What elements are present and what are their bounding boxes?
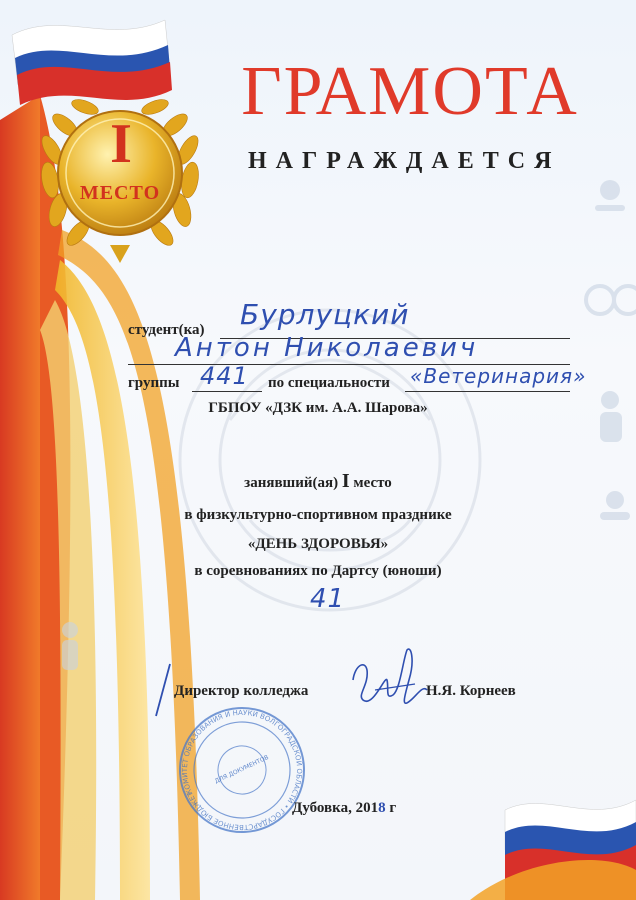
event-line: в физкультурно-спортивном празднике <box>184 507 452 523</box>
place-prefix: занявший(ая) <box>244 475 339 491</box>
student-name: Антон Николаевич <box>175 333 479 363</box>
student-surname: Бурлуцкий <box>240 298 410 331</box>
place-date-prefix: Дубовка, 201 <box>292 800 379 816</box>
director-name: Н.Я. Корнеев <box>426 683 516 699</box>
place-numeral: I <box>341 470 350 492</box>
certificate-subtitle: НАГРАЖДАЕТСЯ <box>248 148 561 174</box>
group-value: 441 <box>200 362 249 390</box>
institution-name: ГБПОУ «ДЗК им. А.А. Шарова» <box>208 400 428 416</box>
medal-label: МЕСТО <box>79 182 161 204</box>
group-line <box>192 391 262 392</box>
student-label: студент(ка) <box>128 322 205 338</box>
event-name: «ДЕНЬ ЗДОРОВЬЯ» <box>247 536 389 552</box>
specialty-label: по специальности <box>268 375 390 391</box>
stamp-ring-text: КОМИТЕТ ОБРАЗОВАНИЯ И НАУКИ ВОЛГОГРАДСКОЙ ОБЛАСТИ • ГОСУДАРСТВЕННОЕ БЮДЖЕТНОЕ <box>180 708 304 832</box>
competition-line: в соревнованиях по Дартсу (юноши) <box>194 563 442 579</box>
director-position: Директор колледжа <box>174 683 309 699</box>
place-line <box>118 470 518 493</box>
group-label: группы <box>128 375 180 391</box>
place-date <box>292 800 396 817</box>
medal-numeral: I <box>110 113 132 175</box>
stamp-center-text: ДЛЯ ДОКУМЕНТОВ <box>213 753 270 786</box>
place-date-digit: 8 <box>378 800 386 816</box>
director-signature-icon <box>345 640 430 715</box>
specialty-value: «Ветеринария» <box>410 364 587 388</box>
certificate-title: ГРАМОТА <box>241 53 579 130</box>
handwritten-number: 41 <box>310 584 346 614</box>
place-date-suffix: г <box>385 800 397 816</box>
place-suffix: место <box>353 475 392 491</box>
specialty-line <box>405 391 570 392</box>
